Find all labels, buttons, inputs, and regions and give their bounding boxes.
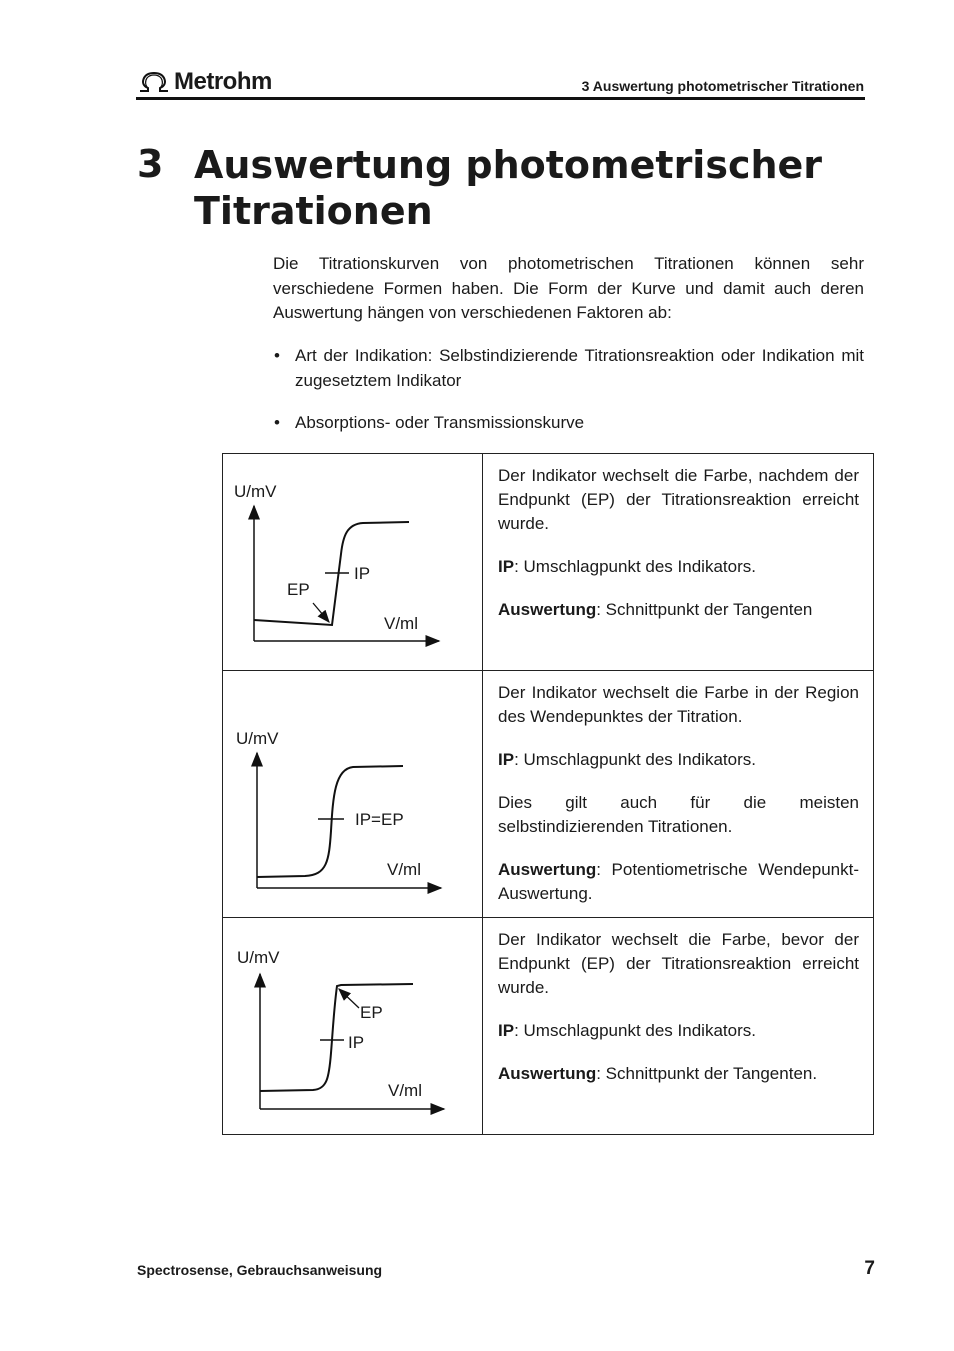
ep-label: EP <box>360 1003 383 1022</box>
description-text: Auswertung: Schnittpunkt der Tangenten. <box>498 1064 818 1083</box>
bullet-dot-icon: • <box>274 346 280 365</box>
header-rule <box>136 97 865 100</box>
logo-wordmark: Metrohm <box>174 68 272 95</box>
y-axis-label: U/mV <box>236 729 279 748</box>
bullet-dot-icon: • <box>274 413 280 432</box>
diagram-cell <box>223 454 483 670</box>
table-row <box>223 454 873 671</box>
chapter-number: 3 <box>137 142 164 186</box>
table-row <box>223 671 873 918</box>
description-text: Dies gilt auch für die meisten selbstindizierenden Titrationen. <box>498 793 859 836</box>
bullet-item: • Art der Indikation: Selbstindizierende Titrationsreaktion oder Indikation mit zugesetztem Indikator <box>274 346 864 390</box>
ep-label: EP <box>287 580 310 599</box>
x-axis-label: V/ml <box>388 1081 422 1100</box>
bullet-item: • Absorptions- oder Transmissionskurve <box>273 411 864 436</box>
x-axis-label: V/ml <box>384 614 418 633</box>
description-cell <box>483 918 873 1134</box>
description-text: Der Indikator wechselt die Farbe, bevor der Endpunkt (EP) der Titrationsreaktion erreicht wurde. <box>498 930 859 997</box>
description-text: Der Indikator wechselt die Farbe in der Region des Wendepunktes der Titration. <box>498 683 859 726</box>
metrohm-logo <box>137 68 272 96</box>
x-axis-label: V/ml <box>387 860 421 879</box>
description-text: IP: Umschlagpunkt des Indikators. <box>498 557 756 576</box>
description-text: Der Indikator wechselt die Farbe, nachdem der Endpunkt (EP) der Titrationsreaktion erreicht wurde. <box>498 466 859 533</box>
omega-icon <box>137 70 171 94</box>
description-cell <box>483 454 873 670</box>
description-text: IP: Umschlagpunkt des Indikators. <box>498 1021 756 1040</box>
titration-curve-ip-before-ep <box>223 918 482 1134</box>
footer-doc-title: Spectrosense, Gebrauchsanweisung <box>137 1262 383 1278</box>
ip-label: IP <box>354 564 371 583</box>
ip-label: IP <box>348 1033 365 1052</box>
intro-paragraph: Die Titrationskurven von photometrischen Titrationen können sehr verschiedene Formen haben. Die Form der Kurve und damit auch deren Auswertung hängen von verschiedenen Faktoren ab: <box>273 254 864 322</box>
titration-curve-ep-before-ip <box>223 454 482 670</box>
ip-ep-label: IP=EP <box>355 810 404 829</box>
diagram-cell <box>223 671 483 917</box>
titration-curve-ip-equals-ep <box>223 671 482 917</box>
description-text: Auswertung: Potentiometrische Wendepunkt-Auswertung. <box>498 860 859 903</box>
page-number: 7 <box>864 1258 875 1279</box>
table-row <box>223 918 873 1134</box>
y-axis-label: U/mV <box>234 482 277 501</box>
running-header: 3 Auswertung photometrischer Titrationen <box>581 78 864 94</box>
description-text: Auswertung: Schnittpunkt der Tangenten <box>498 600 813 619</box>
y-axis-label: U/mV <box>237 948 280 967</box>
description-cell <box>483 671 873 917</box>
description-text: IP: Umschlagpunkt des Indikators. <box>498 750 756 769</box>
diagram-cell <box>223 918 483 1134</box>
chapter-title: Auswertung photometrischer Titrationen <box>194 143 823 233</box>
bullet-list <box>273 344 864 454</box>
titration-types-table <box>222 453 874 1135</box>
